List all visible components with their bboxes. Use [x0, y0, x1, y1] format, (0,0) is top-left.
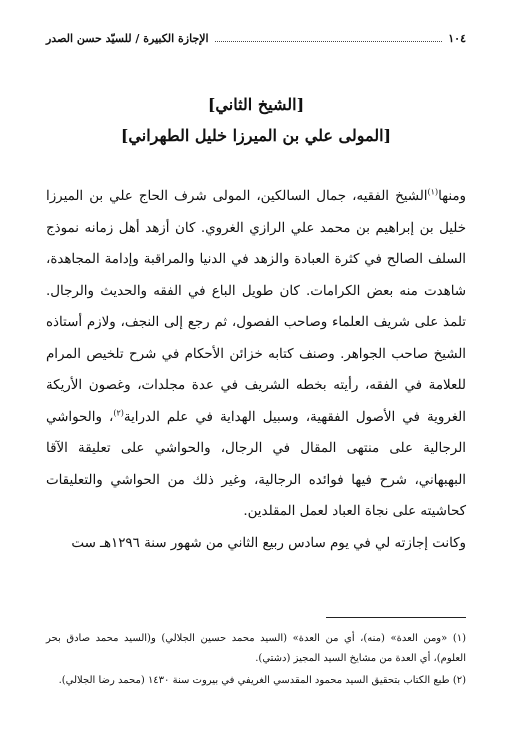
paragraph-2: وكانت إجازته لي في يوم سادس ربيع الثاني من شهور سنة ١٢٩٦هـ ست	[71, 535, 466, 551]
footnotes	[46, 629, 466, 693]
section-subheading: [المولى علي بن الميرزا خليل الطهراني]	[120, 126, 392, 145]
running-head	[46, 32, 466, 48]
footnote-1: (١) «ومن العدة» (منه)، أي من العدة» (السيد محمد حسين الجلالي) و(السيد محمد صادق بحر العلوم)، أي العدة من مشايخ السيد المجيز (دشتي).	[46, 633, 466, 664]
body-text	[46, 181, 466, 559]
para1-lead: ومنها	[438, 189, 466, 204]
para1-end: ، والحواشي الرجالية على منتهى المقال في الرجال، والحواشي على تعليقة الآقا البهبهاني، شرح فيها فوائده الرجالية، وغير ذلك من الحواشي والتعليقات كحاشيته على نجاة العباد لعمل المقلدين.	[46, 409, 466, 519]
dotted-leader	[215, 32, 443, 42]
footnote-2: (٢) طبع الكتاب بتحقيق السيد محمود المقدسي الغريفي في بيروت سنة ١٤٣٠ (محمد رضا الجلالي).	[58, 675, 466, 686]
section-heading: [الشيخ الثاني]	[207, 95, 305, 114]
para1-text: الشيخ الفقيه، جمال السالكين، المولى شرف الحاج علي بن الميرزا خليل بن إبراهيم بن محمد علي الرازي الغروي. كان أزهد أهل زمانه نموذج السلف الصالح في كثرة العبادة والزهد في الدنيا والمراقبة وإدامة المجاهدة، شاهدت منه بعض الكرامات. كان طويل الباع في الفقه والحديث والرجال. تلمذ على شريف العلماء وصاحب الفصول، ثم رجع إلى النجف، ولازم أستاذه الشيخ صاحب الجواهر. وصنف كتابه خزائن الأحكام في شرح تلخيص المرام للعلامة في الفقه، رأيته بخطه الشريف في عدة مجلدات، وغصون الأريكة الغروية في الأصول الفقهية، وسبيل الهداية في علم الدراية	[46, 189, 466, 425]
running-head-title: الإجازة الكبيرة / للسيّد حسن الصدر	[46, 32, 209, 45]
footnote-ref-2[interactable]: (٢)	[113, 408, 124, 418]
footnote-divider	[326, 617, 466, 618]
footnote-ref-1[interactable]: (١)	[427, 187, 439, 197]
paragraph-1	[46, 181, 466, 528]
page-number: ١٠٤	[448, 32, 466, 45]
